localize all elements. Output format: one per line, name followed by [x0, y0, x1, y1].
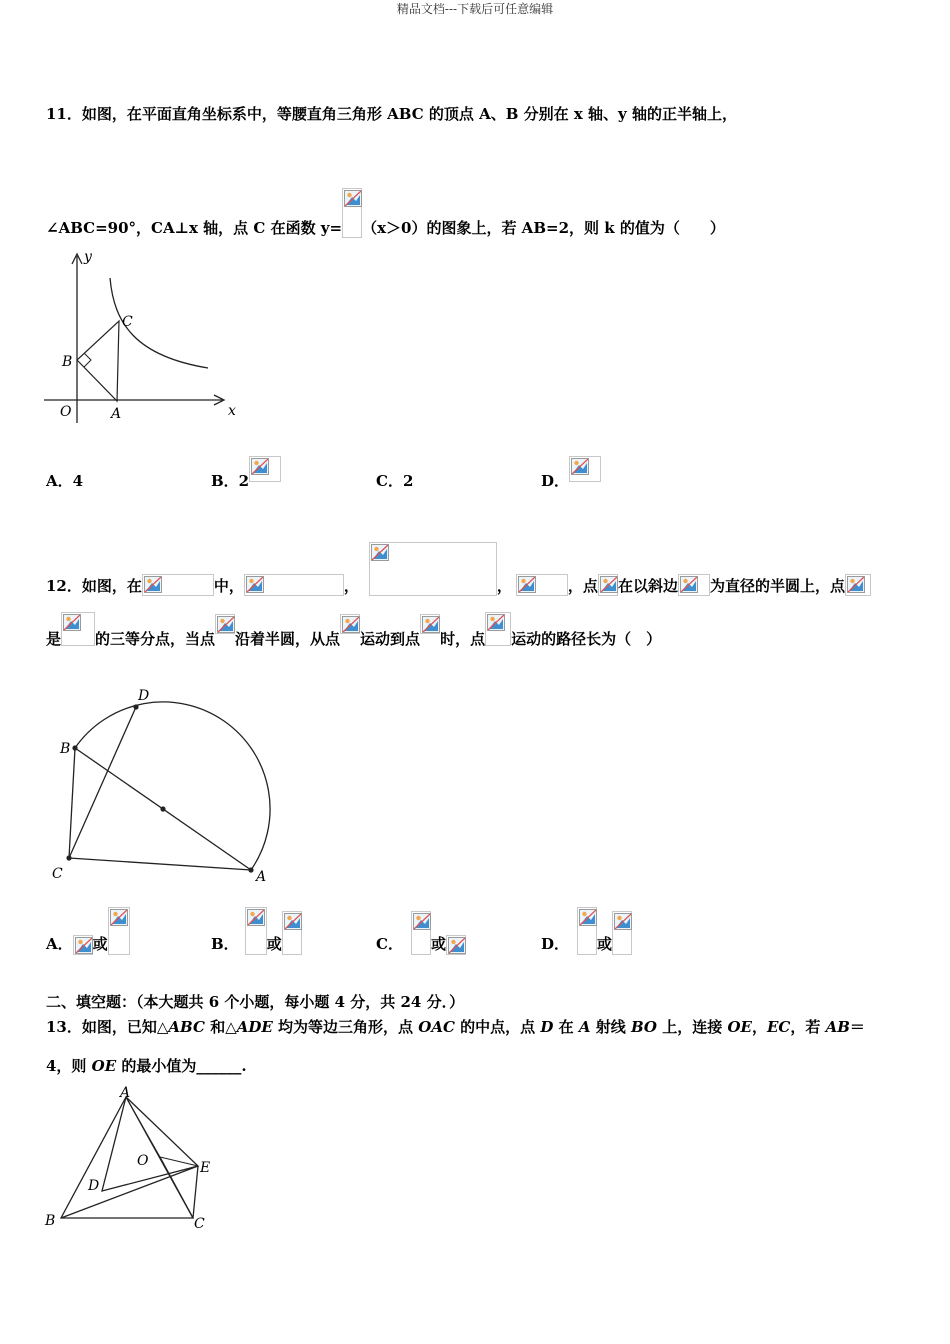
q12-a-or: 或 — [92, 935, 108, 953]
q13-ab: AB — [825, 1018, 850, 1036]
broken-image-icon — [372, 545, 388, 560]
broken-image-icon — [414, 914, 430, 929]
broken-image-icon — [681, 577, 697, 592]
q12-option-c — [376, 933, 466, 955]
broken-image-icon — [248, 910, 264, 925]
broken-image-icon — [64, 615, 80, 630]
q13-l2-a: 4，则 — [46, 1057, 92, 1075]
label-O: O — [60, 404, 72, 420]
broken-image-icon — [247, 577, 263, 592]
broken-image-icon — [488, 615, 504, 630]
q12-option-d — [541, 933, 632, 955]
q13-d: D — [540, 1018, 554, 1036]
condition-image — [516, 574, 568, 596]
q12-a-value2-image — [108, 907, 130, 955]
q11-option-a: A．4 — [46, 472, 84, 490]
broken-image-icon — [285, 914, 301, 929]
label-A: A — [120, 1085, 131, 1101]
q12-l1-b: 中， — [213, 577, 244, 595]
q12-l1-c: ， — [343, 577, 359, 595]
point-b-image — [420, 614, 440, 634]
q12-line1 — [46, 542, 871, 596]
page-header: 精品文档---下载后可任意编辑 — [396, 2, 554, 16]
label-C: C — [194, 1216, 205, 1232]
q12-d-or: 或 — [597, 935, 613, 953]
q13-l1-c: 均为等边三角形，点 — [272, 1018, 419, 1036]
q12-b-or: 或 — [266, 935, 282, 953]
broken-image-icon — [145, 577, 161, 592]
broken-image-icon — [449, 938, 465, 953]
q12-a-value1-image — [73, 935, 93, 955]
broken-image-icon — [345, 191, 361, 206]
label-B: B — [62, 354, 73, 370]
q12-option-d-label: D． — [541, 935, 570, 953]
broken-image-icon — [615, 914, 631, 929]
label-C: C — [122, 314, 133, 330]
q13-ade: ADE — [236, 1018, 273, 1036]
q11-option-c: C．2 — [376, 472, 414, 490]
q13-a: A — [578, 1018, 591, 1036]
label-A: A — [111, 406, 122, 422]
label-E: E — [200, 1160, 211, 1176]
q13-figure — [40, 1082, 230, 1242]
q12-line2 — [46, 628, 661, 649]
broken-image-icon — [343, 617, 359, 632]
q12-option-a — [46, 933, 130, 955]
point-a-image — [340, 614, 360, 634]
q13-oe2: OE — [91, 1057, 117, 1075]
q13-l2-b: 的最小值为 — [116, 1057, 197, 1075]
q13-abc: ABC — [168, 1018, 205, 1036]
q13-oe: OE — [727, 1018, 752, 1036]
q13-answer-blank: ______ — [196, 1057, 242, 1075]
q11-option-b-image — [249, 456, 281, 482]
point-e2-image — [485, 612, 511, 646]
broken-image-icon — [218, 617, 234, 632]
q13-l1-e: 在 — [553, 1018, 579, 1036]
broken-image-icon — [252, 459, 268, 474]
segment-ab-image — [678, 574, 710, 596]
broken-image-icon — [423, 617, 439, 632]
q11-line2-text-b: （x＞0）的图象上，若 AB=2，则 k 的值为（ ） — [362, 219, 725, 237]
q12-l2-f: 运动的路径长为（ ） — [511, 630, 662, 648]
q12-figure — [40, 682, 280, 892]
q12-l1-a: 12．如图，在 — [46, 577, 142, 595]
q12-l1-g: 为直径的半圆上，点 — [709, 577, 845, 595]
q13-line2 — [46, 1055, 247, 1076]
angle-condition-image — [244, 574, 344, 596]
label-O: O — [137, 1153, 149, 1169]
q12-l2-e: 时，点 — [440, 630, 486, 648]
q12-option-c-label: C． — [376, 935, 403, 953]
point-d2-image — [215, 614, 235, 634]
label-D: D — [88, 1178, 100, 1194]
q13-l1-f: 射线 — [590, 1018, 631, 1036]
q13-l1-j: ＝ — [849, 1018, 865, 1036]
q13-l1-b: 和△ — [204, 1018, 237, 1036]
q12-l1-e: ，点 — [567, 577, 598, 595]
q13-l2-c: . — [241, 1057, 247, 1075]
section-2-heading: 二、填空题：（本大题共 6 个小题，每小题 4 分，共 24 分．） — [46, 993, 465, 1011]
q12-b-value1-image — [245, 907, 267, 955]
q12-option-b — [211, 933, 302, 955]
q12-option-b-label: B． — [211, 935, 239, 953]
q13-l1-g: 上，连接 — [656, 1018, 728, 1036]
q12-l2-b: 的三等分点，当点 — [95, 630, 216, 648]
q12-l2-c: 沿着半圆，从点 — [235, 630, 341, 648]
q13-l1-a: 13．如图，已知△ — [46, 1018, 169, 1036]
q11-option-d-label: D． — [541, 472, 570, 490]
q13-l1-d: 的中点，点 — [454, 1018, 541, 1036]
q12-l2-d: 运动到点 — [360, 630, 421, 648]
point-d-image — [598, 574, 618, 596]
q12-c-value2-image — [446, 935, 466, 955]
q13-l1-h: ， — [751, 1018, 767, 1036]
q12-l1-f: 在以斜边 — [617, 577, 678, 595]
q11-option-b — [211, 470, 281, 491]
q13-l1-i: ，若 — [790, 1018, 826, 1036]
q13-oac: OAC — [418, 1018, 455, 1036]
segment-cd-image — [61, 612, 95, 646]
q12-l2-a: 是 — [46, 630, 62, 648]
q11-option-d — [541, 470, 601, 491]
label-B: B — [60, 741, 71, 757]
label-x: x — [228, 403, 236, 419]
q13-bo: BO — [630, 1018, 657, 1036]
q13-ec: EC — [766, 1018, 791, 1036]
broken-image-icon — [601, 577, 617, 592]
broken-image-icon — [111, 910, 127, 925]
q12-l1-d: ， — [496, 577, 512, 595]
fraction-k-over-x-image — [342, 188, 362, 238]
broken-image-icon — [572, 459, 588, 474]
q11-figure — [40, 248, 240, 428]
broken-image-icon — [519, 577, 535, 592]
broken-image-icon — [580, 910, 596, 925]
label-C: C — [52, 866, 63, 882]
label-A: A — [256, 869, 267, 885]
q11-option-b-label: B．2 — [211, 472, 250, 490]
broken-image-icon — [76, 938, 92, 953]
q11-option-d-image — [569, 456, 601, 482]
q12-d-value1-image — [577, 907, 597, 955]
q12-c-value1-image — [411, 911, 431, 955]
label-D: D — [138, 688, 150, 704]
q12-c-or: 或 — [430, 935, 446, 953]
q11-line2 — [46, 188, 725, 238]
point-e-image — [845, 574, 871, 596]
q11-line1: 11．如图，在平面直角坐标系中，等腰直角三角形 ABC 的顶点 A、B 分别在 x 轴、y 轴的正半轴上， — [46, 105, 737, 123]
triangle-abc-image — [142, 574, 214, 596]
label-B: B — [45, 1213, 56, 1229]
q11-line2-text-a: ∠ABC=90°，CA⊥x 轴，点 C 在函数 y= — [46, 219, 343, 237]
broken-image-icon — [848, 577, 864, 592]
q12-d-value2-image — [612, 911, 632, 955]
q12-option-a-label: A． — [46, 935, 73, 953]
q12-b-value2-image — [282, 911, 302, 955]
q13-line1 — [46, 1016, 865, 1037]
label-y: y — [84, 249, 92, 265]
side-length-image — [369, 542, 497, 596]
